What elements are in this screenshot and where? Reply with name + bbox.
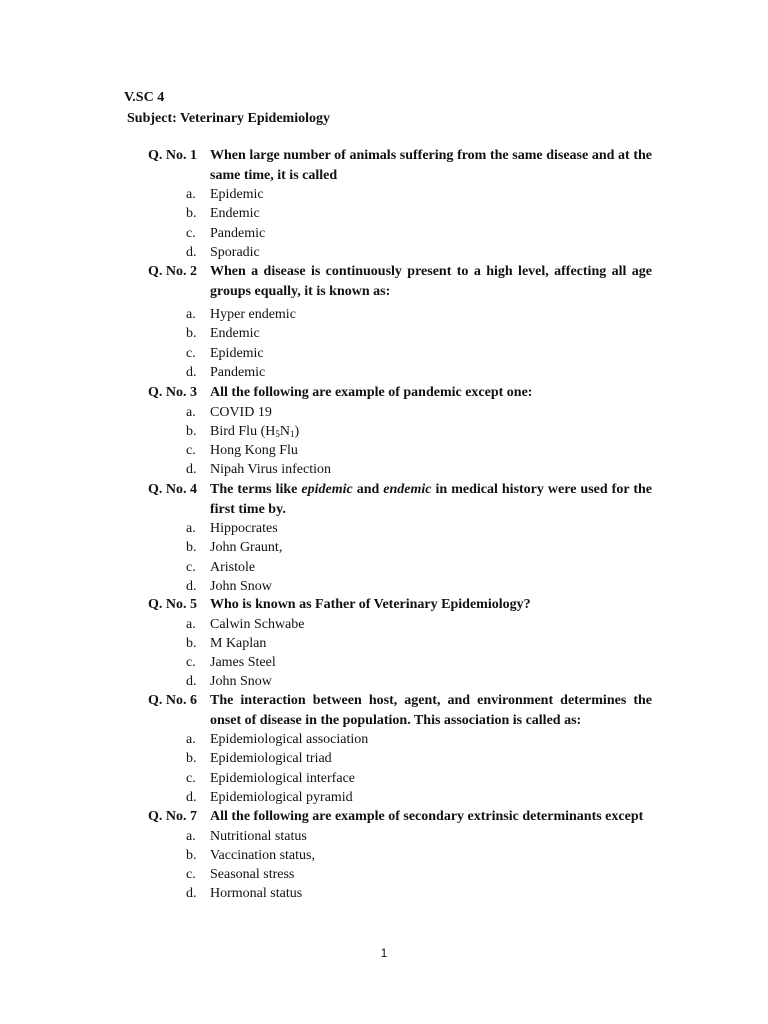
option-text: Epidemiological triad xyxy=(210,751,332,767)
question-number: Q. No. 5 xyxy=(148,597,197,612)
option xyxy=(148,243,652,262)
option-letter: b. xyxy=(186,635,197,651)
option-letter: d. xyxy=(186,674,197,690)
option-text: Vaccination status, xyxy=(210,847,315,863)
option-text: Hippocrates xyxy=(210,521,278,536)
option-text: Epidemic xyxy=(210,187,264,202)
question-number: Q. No. 3 xyxy=(148,385,197,400)
page-number: 1 xyxy=(380,946,388,960)
option-text: Hormonal status xyxy=(210,886,303,902)
option-letter: b. xyxy=(186,423,197,439)
option xyxy=(148,558,652,577)
option xyxy=(148,441,652,460)
option xyxy=(148,827,652,846)
option xyxy=(148,846,652,865)
question-text: All the following are example of pandemic except one: xyxy=(210,385,533,400)
option-letter: a. xyxy=(186,404,196,420)
option-text: Aristole xyxy=(210,559,256,575)
option xyxy=(148,730,652,749)
question-3 xyxy=(148,383,652,480)
option-letter: d. xyxy=(186,578,197,594)
question-text: The terms like epidemic and endemic in medical history were used for the first time by. xyxy=(210,482,652,517)
option-letter: d. xyxy=(186,244,197,260)
option xyxy=(148,788,652,807)
question-5 xyxy=(148,595,652,692)
option-letter: a. xyxy=(186,616,196,632)
option-letter: d. xyxy=(186,886,197,902)
option xyxy=(148,363,652,382)
option-letter: b. xyxy=(186,751,197,767)
option-text: Endemic xyxy=(210,206,260,222)
option-letter: b. xyxy=(186,206,197,222)
option-text: Hyper endemic xyxy=(210,307,296,322)
option-letter: d. xyxy=(186,789,197,805)
option-text: John Snow xyxy=(210,578,272,594)
option-text: James Steel xyxy=(210,655,276,671)
option-text: Hong Kong Flu xyxy=(210,443,298,459)
option-text: M Kaplan xyxy=(210,635,267,651)
question-text: All the following are example of secondary extrinsic determinants except xyxy=(210,809,644,824)
option-text: Seasonal stress xyxy=(210,867,295,883)
option xyxy=(148,538,652,557)
option xyxy=(148,403,652,422)
question-text: Who is known as Father of Veterinary Epidemiology? xyxy=(210,597,531,612)
option xyxy=(148,204,652,223)
option-letter: a. xyxy=(186,521,196,536)
option-letter: c. xyxy=(186,770,196,786)
option-letter: c. xyxy=(186,225,196,241)
option-text: Bird Flu $(H_5N_1)$ xyxy=(210,423,300,439)
question-text: The interaction between host, agent, and environment determines the onset of disease in the population. This association is called as: xyxy=(210,693,652,728)
option-text: Epidemiological interface xyxy=(210,770,355,786)
option xyxy=(148,672,652,691)
option-text: Pandemic xyxy=(210,364,266,380)
option xyxy=(148,344,652,363)
question-number: Q. No. 2 xyxy=(148,264,197,279)
option xyxy=(148,769,652,788)
option xyxy=(148,460,652,479)
option-text: COVID 19 xyxy=(210,404,272,420)
option-text: Nutritional status xyxy=(210,828,307,844)
option-letter: a. xyxy=(186,828,196,844)
option-text: Pandemic xyxy=(210,225,266,241)
option-text: Epidemic xyxy=(210,345,264,361)
question-1 xyxy=(148,146,652,262)
option xyxy=(148,224,652,243)
option-text: Epidemiological pyramid xyxy=(210,789,353,805)
option-letter: a. xyxy=(186,732,196,747)
question-7 xyxy=(148,807,652,904)
option xyxy=(148,305,652,324)
option xyxy=(148,653,652,672)
option-text: John Graunt, xyxy=(210,540,283,556)
option-text: Epidemiological association xyxy=(210,732,369,747)
question-4 xyxy=(148,480,652,596)
option xyxy=(148,749,652,768)
option xyxy=(148,519,652,538)
option xyxy=(148,615,652,634)
question-6 xyxy=(148,691,652,807)
option xyxy=(148,185,652,204)
option-text: Nipah Virus infection xyxy=(210,462,331,478)
option-letter: b. xyxy=(186,326,197,342)
course-code: V.SC 4 xyxy=(124,90,165,105)
option-letter: c. xyxy=(186,655,196,671)
option-letter: d. xyxy=(186,462,197,478)
option-letter: c. xyxy=(186,559,196,575)
option-letter: b. xyxy=(186,540,197,556)
option-text: Calwin Schwabe xyxy=(210,616,305,632)
question-number: Q. No. 7 xyxy=(148,809,197,824)
option-letter: a. xyxy=(186,307,196,322)
option-letter: c. xyxy=(186,443,196,459)
option xyxy=(148,634,652,653)
option-letter: c. xyxy=(186,867,196,883)
question-number: Q. No. 6 xyxy=(148,693,197,708)
option-letter: d. xyxy=(186,364,197,380)
question-2 xyxy=(148,262,652,382)
option-text: Sporadic xyxy=(210,244,260,260)
option-letter: a. xyxy=(186,187,196,202)
question-text: When large number of animals suffering from the same disease and at the same time, it is called xyxy=(210,148,652,183)
question-number: Q. No. 1 xyxy=(148,148,197,163)
option xyxy=(148,865,652,884)
question-text: When a disease is continuously present to a high level, affecting all age groups equally, it is known as: xyxy=(210,264,652,299)
option xyxy=(148,577,652,596)
option xyxy=(148,324,652,343)
option xyxy=(148,422,652,441)
question-number: Q. No. 4 xyxy=(148,482,197,497)
subject-title: Subject: Veterinary Epidemiology xyxy=(127,111,330,126)
option-letter: b. xyxy=(186,847,197,863)
option-letter: c. xyxy=(186,345,196,361)
option-text: John Snow xyxy=(210,674,272,690)
document-header xyxy=(124,87,330,129)
option-text: Endemic xyxy=(210,326,260,342)
option xyxy=(148,884,652,903)
